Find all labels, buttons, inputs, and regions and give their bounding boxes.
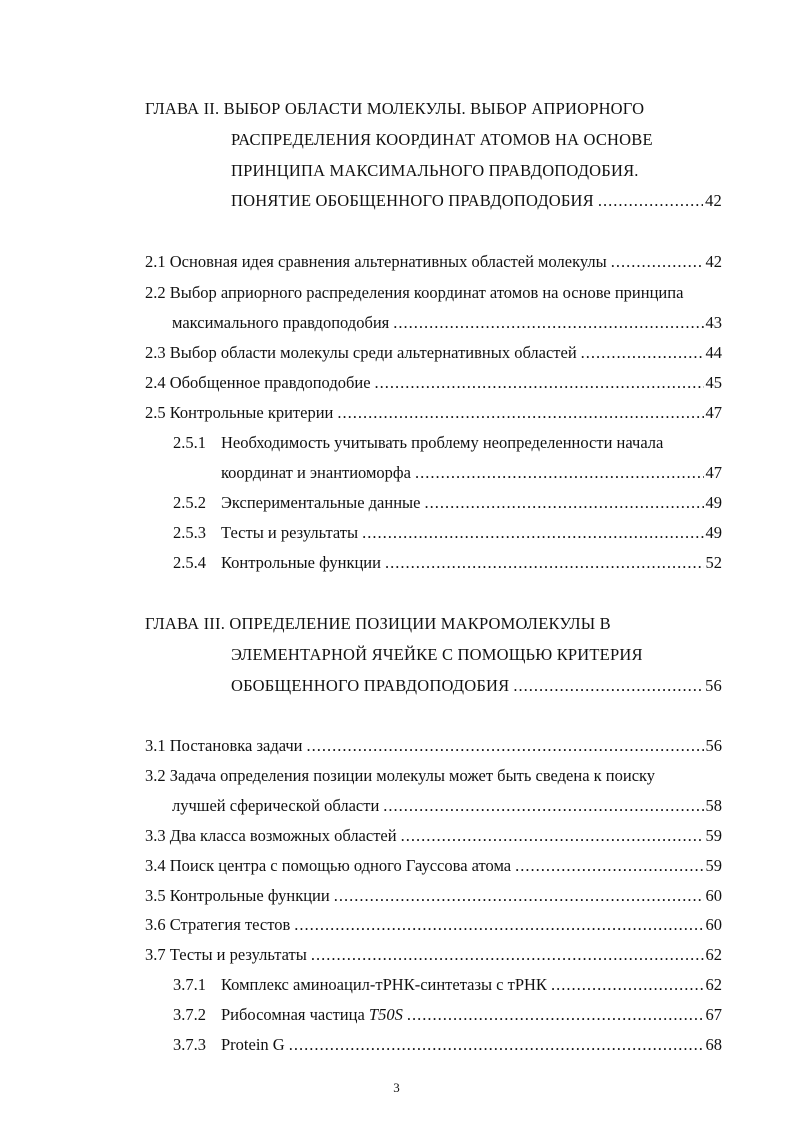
page-ref: 62 [705, 975, 722, 994]
dot-leader [415, 462, 704, 484]
dot-leader [598, 190, 703, 212]
page-ref: 47 [705, 463, 722, 482]
page-ref: 62 [705, 945, 722, 964]
dot-leader [375, 372, 704, 394]
chapter3-heading-line1 [145, 613, 611, 635]
dot-leader [289, 1034, 704, 1056]
dot-leader [515, 855, 703, 877]
dot-leader [385, 552, 704, 574]
page-ref: 60 [705, 886, 722, 905]
toc-entry-3-5[interactable]: 3.5 Контрольные функции ..... 60 [145, 885, 722, 907]
toc-entry-2-5[interactable]: 2.5 Контрольные критерии ..... 47 [145, 402, 722, 424]
toc-entry-2-3[interactable]: 2.3 Выбор области молекулы среди альтернативных областей ..... 44 [145, 342, 722, 364]
toc-entry-3-2-line1[interactable]: 3.2 Задача определения позиции молекулы может быть сведена к поиску [145, 766, 656, 785]
toc-entry-3-2[interactable]: лучшей сферической области ..... 58 [172, 795, 722, 817]
page-ref: 68 [705, 1035, 722, 1054]
page-ref: 60 [705, 915, 722, 934]
toc-entry-3-4[interactable]: 3.4 Поиск центра с помощью одного Гауссова атома ..... 59 [145, 855, 722, 877]
page-ref: 49 [705, 523, 722, 542]
page-ref: 52 [705, 553, 722, 572]
dot-leader [362, 522, 703, 544]
page-number: 3 [393, 1080, 400, 1095]
dot-leader [383, 795, 703, 817]
toc-entry-3-7-2[interactable]: 3.7.2 Рибосомная частица T50S ..... 67 [173, 1004, 722, 1026]
dot-leader [407, 1004, 704, 1026]
section-number: 3.7.1 [173, 975, 206, 994]
chapter3-label: ГЛАВА III. [145, 614, 226, 633]
chapter3-heading-line2: ЭЛЕМЕНТАРНОЙ ЯЧЕЙКЕ С ПОМОЩЬЮ КРИТЕРИЯ [231, 645, 643, 664]
page-ref: 45 [705, 373, 722, 392]
page-ref: 58 [705, 796, 722, 815]
toc-entry-2-5-4[interactable]: 2.5.4 Контрольные функции ..... 52 [173, 552, 722, 574]
section-number: 2.5.1 [173, 433, 206, 452]
section-number: 3.7.3 [173, 1035, 206, 1054]
toc-entry-2-4[interactable]: 2.4 Обобщенное правдоподобие ..... 45 [145, 372, 722, 394]
chapter2-heading-line2: РАСПРЕДЕЛЕНИЯ КООРДИНАТ АТОМОВ НА ОСНОВЕ [231, 130, 653, 149]
toc-entry-2-2[interactable]: максимального правдоподобия ..... 43 [172, 312, 722, 334]
page-ref: 59 [705, 826, 722, 845]
chapter2-heading-line1 [145, 98, 644, 120]
page-ref: 44 [705, 343, 722, 362]
toc-entry-2-5-3[interactable]: 2.5.3 Тесты и результаты ..... 49 [173, 522, 722, 544]
section-number: 2.5.4 [173, 553, 206, 572]
toc-entry-3-3[interactable]: 3.3 Два класса возможных областей ..... 59 [145, 825, 722, 847]
toc-entry-3-7-1[interactable]: 3.7.1 Комплекс аминоацил-тРНК-синтетазы с тРНК ..... 62 [173, 974, 722, 996]
page-ref: 56 [705, 676, 722, 695]
page-ref: 43 [705, 313, 722, 332]
toc-entry-3-7[interactable]: 3.7 Тесты и результаты ..... 62 [145, 944, 722, 966]
page-ref: 67 [705, 1005, 722, 1024]
page-ref: 47 [705, 403, 722, 422]
dot-leader [513, 675, 703, 697]
dot-leader [424, 492, 703, 514]
chapter2-title-line1: ВЫБОР ОБЛАСТИ МОЛЕКУЛЫ. ВЫБОР АПРИОРНОГО [223, 99, 645, 118]
page-ref: 42 [705, 252, 722, 271]
toc-entry-2-5-1-line1[interactable]: 2.5.1 Необходимость учитывать проблему неопределенности начала [173, 433, 664, 452]
page-ref: 56 [705, 736, 722, 755]
dot-leader [581, 342, 704, 364]
toc-entry-2-5-1[interactable]: координат и энантиоморфа ..... 47 [221, 462, 722, 484]
toc-entry-2-5-2[interactable]: 2.5.2 Экспериментальные данные ..... 49 [173, 492, 722, 514]
chapter2-heading-line3: ПРИНЦИПА МАКСИМАЛЬНОГО ПРАВДОПОДОБИЯ. [231, 161, 639, 180]
section-number: 3.7.2 [173, 1005, 206, 1024]
dot-leader [611, 251, 704, 273]
section-number: 2.5.2 [173, 493, 206, 512]
page-ref: 42 [705, 191, 722, 210]
page-ref: 59 [705, 856, 722, 875]
dot-leader [393, 312, 703, 334]
italic-term: T50S [368, 1005, 403, 1024]
chapter2-label: ГЛАВА II. [145, 99, 220, 118]
page-ref: 49 [705, 493, 722, 512]
toc-entry-chapter2[interactable]: ПОНЯТИЕ ОБОБЩЕННОГО ПРАВДОПОДОБИЯ ..... 42 [231, 190, 722, 212]
toc-entry-chapter3[interactable]: ОБОБЩЕННОГО ПРАВДОПОДОБИЯ ..... 56 [231, 675, 722, 697]
toc-entry-3-6[interactable]: 3.6 Стратегия тестов ..... 60 [145, 914, 722, 936]
toc-entry-2-2-line1[interactable]: 2.2 Выбор априорного распределения координат атомов на основе принципа [145, 283, 684, 302]
dot-leader [551, 974, 704, 996]
dot-leader [311, 944, 704, 966]
chapter3-title-line1: ОПРЕДЕЛЕНИЕ ПОЗИЦИИ МАКРОМОЛЕКУЛЫ В [229, 614, 611, 633]
dot-leader [401, 825, 704, 847]
section-number: 2.5.3 [173, 523, 206, 542]
toc-entry-3-1[interactable]: 3.1 Постановка задачи ..... 56 [145, 735, 722, 757]
toc-entry-2-1[interactable]: 2.1 Основная идея сравнения альтернативных областей молекулы ..... 42 [145, 251, 722, 273]
dot-leader [337, 402, 703, 424]
toc-entry-3-7-3[interactable]: 3.7.3 Protein G ..... 68 [173, 1034, 722, 1056]
dot-leader [294, 914, 703, 936]
dot-leader [334, 885, 704, 907]
dot-leader [307, 735, 704, 757]
